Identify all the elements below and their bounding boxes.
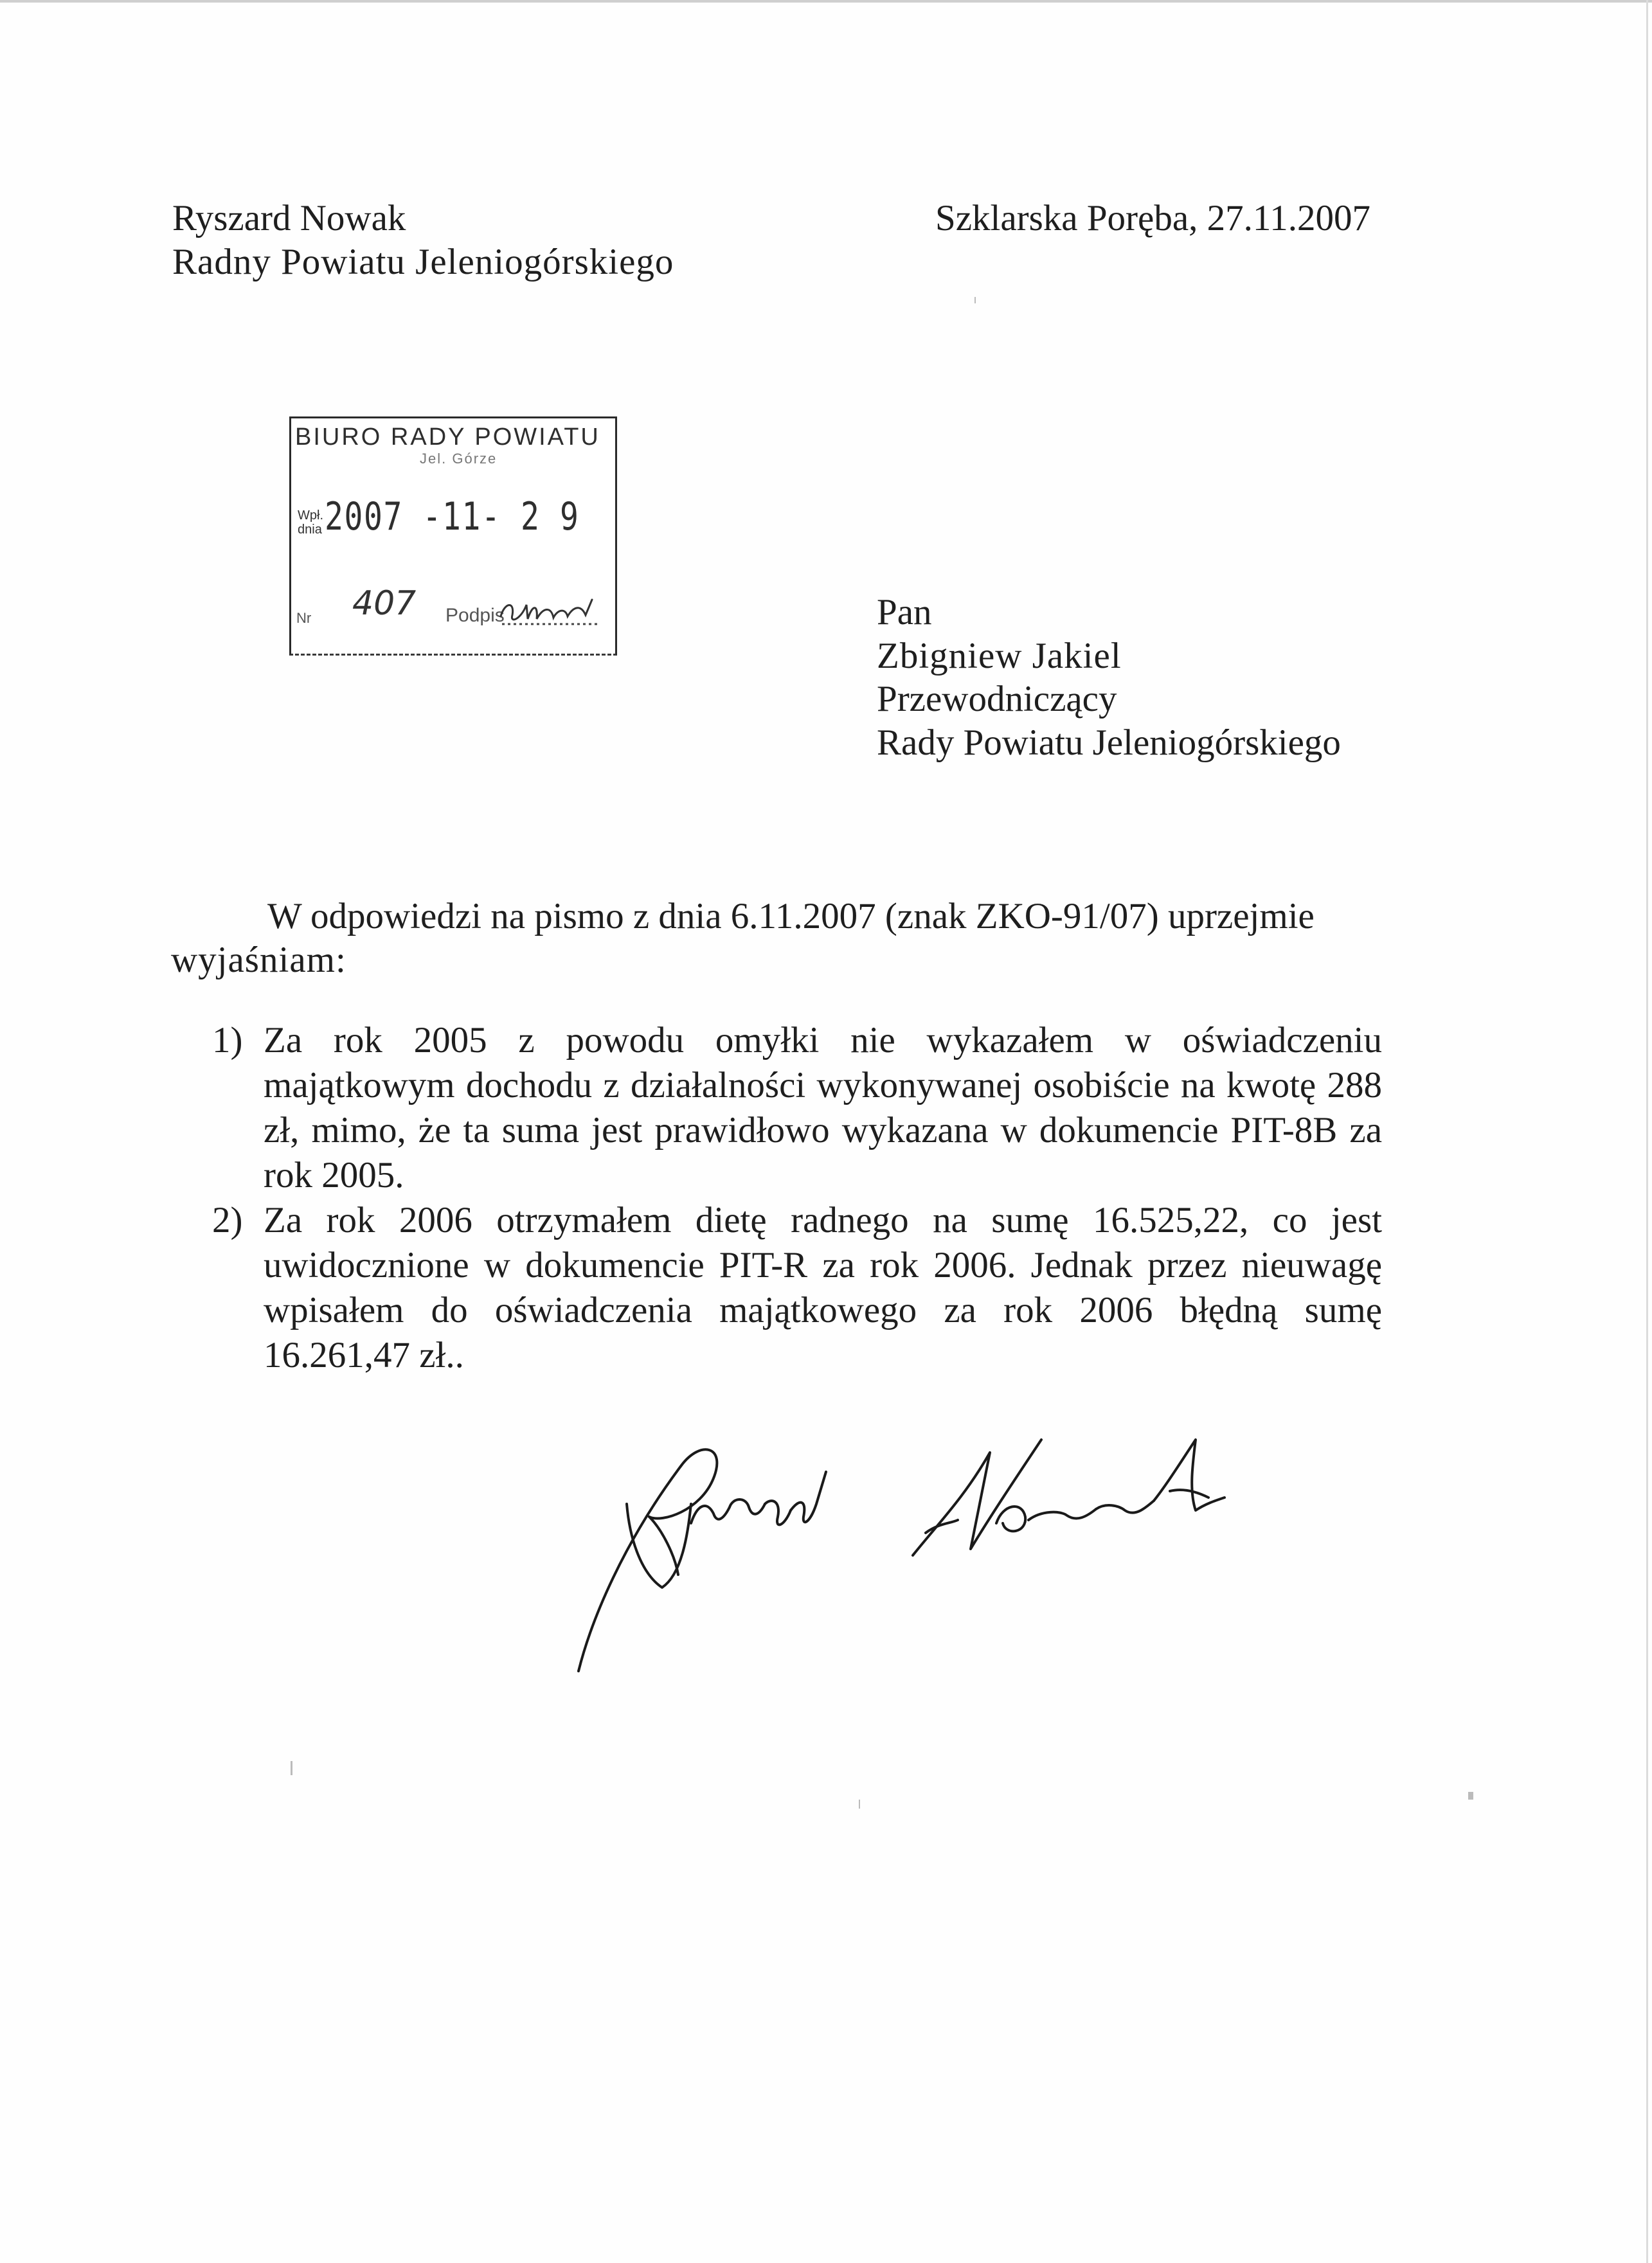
- list-item: [212, 1018, 1382, 1198]
- sender-role: Radny Powiatu Jeleniogórskiego: [172, 242, 674, 282]
- stamp-dnia-label: dnia: [298, 523, 322, 537]
- list-item: [212, 1198, 1382, 1378]
- stamp-wpl-label: Wpł.: [298, 508, 323, 523]
- stamp-nr-label: Nr: [296, 610, 312, 626]
- explanation-list: [212, 1018, 1382, 1378]
- stamp-podpis-label: Podpis: [445, 605, 505, 626]
- handwritten-signature: [553, 1427, 1234, 1684]
- place-date: Szklarska Poręba, 27.11.2007: [935, 198, 1371, 238]
- stamp-received-label: [298, 508, 323, 537]
- recipient-salutation: Pan: [877, 592, 932, 632]
- list-item-text: Za rok 2005 z powodu omyłki nie wykazałem w oświadczeniu majątkowym dochodu z działalności wykonywanej osobiście na kwotę 288 zł, mimo, że ta suma jest prawidłowo wykazana w dokumencie PIT-8B za rok 2005.: [264, 1020, 1382, 1195]
- scan-speck: [859, 1800, 860, 1809]
- list-item-number: 2): [212, 1200, 243, 1240]
- recipient-name: Zbigniew Jakiel: [877, 636, 1122, 676]
- page-top-edge: [0, 0, 1652, 3]
- stamp-registry-number: 407: [352, 584, 417, 623]
- stamp-date: 2007 -11- 2 9: [325, 494, 580, 539]
- list-item-text: Za rok 2006 otrzymałem dietę radnego na sumę 16.525,22, co jest uwidocznione w dokumencie PIT-R za rok 2006. Jednak przez nieuwagę wpisałem do oświadczenia majątkowego za rok 2006 błędną sumę 16.261,47 zł..: [264, 1200, 1382, 1375]
- body-intro-line-2: wyjaśniam:: [171, 940, 346, 980]
- stamp-header: BIURO RADY POWIATU: [295, 424, 600, 451]
- scan-speck: [974, 297, 976, 303]
- list-item-number: 1): [212, 1020, 243, 1060]
- registry-stamp: [289, 416, 617, 656]
- scan-speck: [291, 1761, 292, 1775]
- scan-speck: [1468, 1792, 1473, 1800]
- stamp-subheader: Jel. Górze: [420, 451, 498, 467]
- body-intro-line-1: W odpowiedzi na pismo z dnia 6.11.2007 (znak ZKO-91/07) uprzejmie: [267, 896, 1315, 936]
- stamp-initials-scribble: [496, 591, 605, 629]
- sender-name: Ryszard Nowak: [172, 198, 406, 238]
- recipient-organization: Rady Powiatu Jeleniogórskiego: [877, 722, 1341, 763]
- recipient-title: Przewodniczący: [877, 679, 1117, 719]
- page-right-edge: [1646, 0, 1648, 2263]
